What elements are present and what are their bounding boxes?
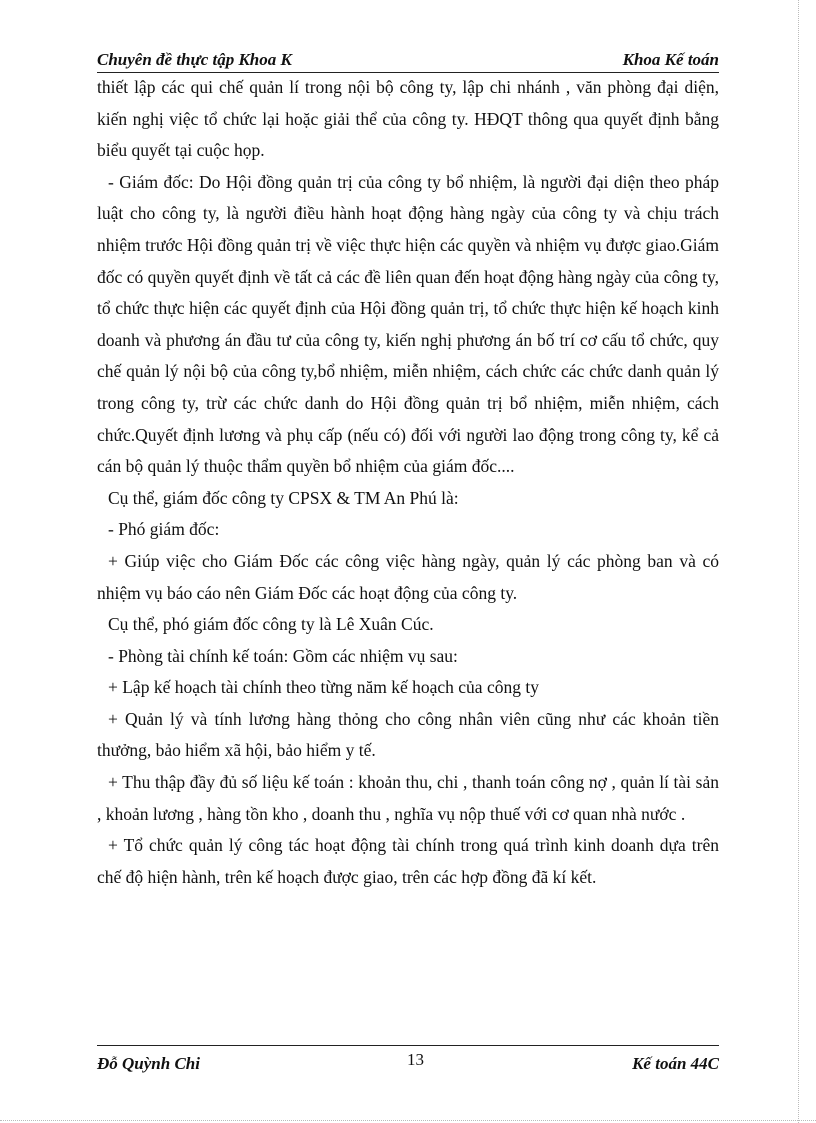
document-body (97, 72, 719, 893)
page-number: 13 (407, 1050, 424, 1069)
paragraph-pho-giam-doc-duty: + Giúp việc cho Giám Đốc các công việc hàng ngày, quản lý các phòng ban và có nhiệm vụ báo cáo nên Giám Đốc các hoạt động của công ty. (97, 550, 719, 603)
paragraph-giam-doc: - Giám đốc: Do Hội đồng quản trị của công ty bổ nhiệm, là người đại diện theo pháp luật cho công ty, là người điều hành hoạt động hàng ngày của công ty và chịu trách nhiệm trước Hội đồng quản trị về việc thực hiện các quyền và nhiệm vụ được giao.Giám đốc có quyền quyết định về tất cả các đề liên quan đến hoạt động hàng ngày của công ty, tổ chức thực hiện các quyết định của Hội đồng quản trị, tổ chức thực hiện kế hoạch kinh doanh và phương án đầu tư của công ty, kiến nghị phương án bố trí cơ cấu tổ chức, quy chế quản lý nội bộ của công ty,bổ nhiệm, miễn nhiệm, cách chức các chức danh quản lý trong công ty, trừ các chức danh do Hội đồng quản trị bổ nhiệm, miễn nhiệm, cách chức.Quyết định lương và phụ cấp (nếu có) đối với người lao động trong công ty, kể cả cán bộ quản lý thuộc thẩm quyền bổ nhiệm của giám đốc.... (97, 171, 719, 477)
paragraph-lap-ke-hoach: + Lập kế hoạch tài chính theo từng năm kế hoạch của công ty (108, 677, 539, 698)
footer-class: Kế toán 44C (632, 1054, 719, 1073)
paragraph-phong-tai-chinh-heading: - Phòng tài chính kế toán: Gồm các nhiệm vụ sau: (108, 645, 458, 666)
paragraph-to-chuc-quan-ly: + Tổ chức quản lý công tác hoạt động tài chính trong quá trình kinh doanh dựa trên chế độ hiện hành, trên kế hoạch được giao, trên các hợp đồng đã kí kết. (97, 835, 719, 887)
page-header (97, 50, 719, 73)
page-edge-right (798, 0, 799, 1123)
paragraph-hdqt-continuation: thiết lập các qui chế quản lí trong nội bộ công ty, lập chi nhánh , văn phòng đại diện, kiến nghị việc tổ chức lại hoặc giải thể của công ty. HĐQT thông qua quyết định bằng biểu quyết tại cuộc họp. (97, 77, 719, 161)
page-footer (97, 1045, 719, 1076)
header-left-title: Chuyên đề thực tập Khoa K (97, 50, 292, 69)
paragraph-thu-thap-so-lieu: + Thu thập đầy đủ số liệu kế toán : khoản thu, chi , thanh toán công nợ , quản lí tài sản , khoản lương , hàng tồn kho , doanh thu , nghĩa vụ nộp thuế với cơ quan nhà nước . (97, 772, 719, 824)
paragraph-quan-ly-luong: + Quản lý và tính lương hàng thỏng cho công nhân viên cũng như các khoản tiền thưởng, bảo hiểm xã hội, bảo hiểm y tế. (97, 708, 719, 761)
header-right-title: Khoa Kế toán (622, 50, 719, 69)
footer-author: Đỗ Quỳnh Chi (97, 1054, 200, 1073)
paragraph-giam-doc-name: Cụ thể, giám đốc công ty CPSX & TM An Phú là: (108, 487, 459, 508)
page-edge-bottom (0, 1120, 816, 1121)
paragraph-pho-giam-doc-heading: - Phó giám đốc: (108, 519, 220, 540)
paragraph-pho-giam-doc-name: Cụ thể, phó giám đốc công ty là Lê Xuân Cúc. (108, 614, 434, 635)
